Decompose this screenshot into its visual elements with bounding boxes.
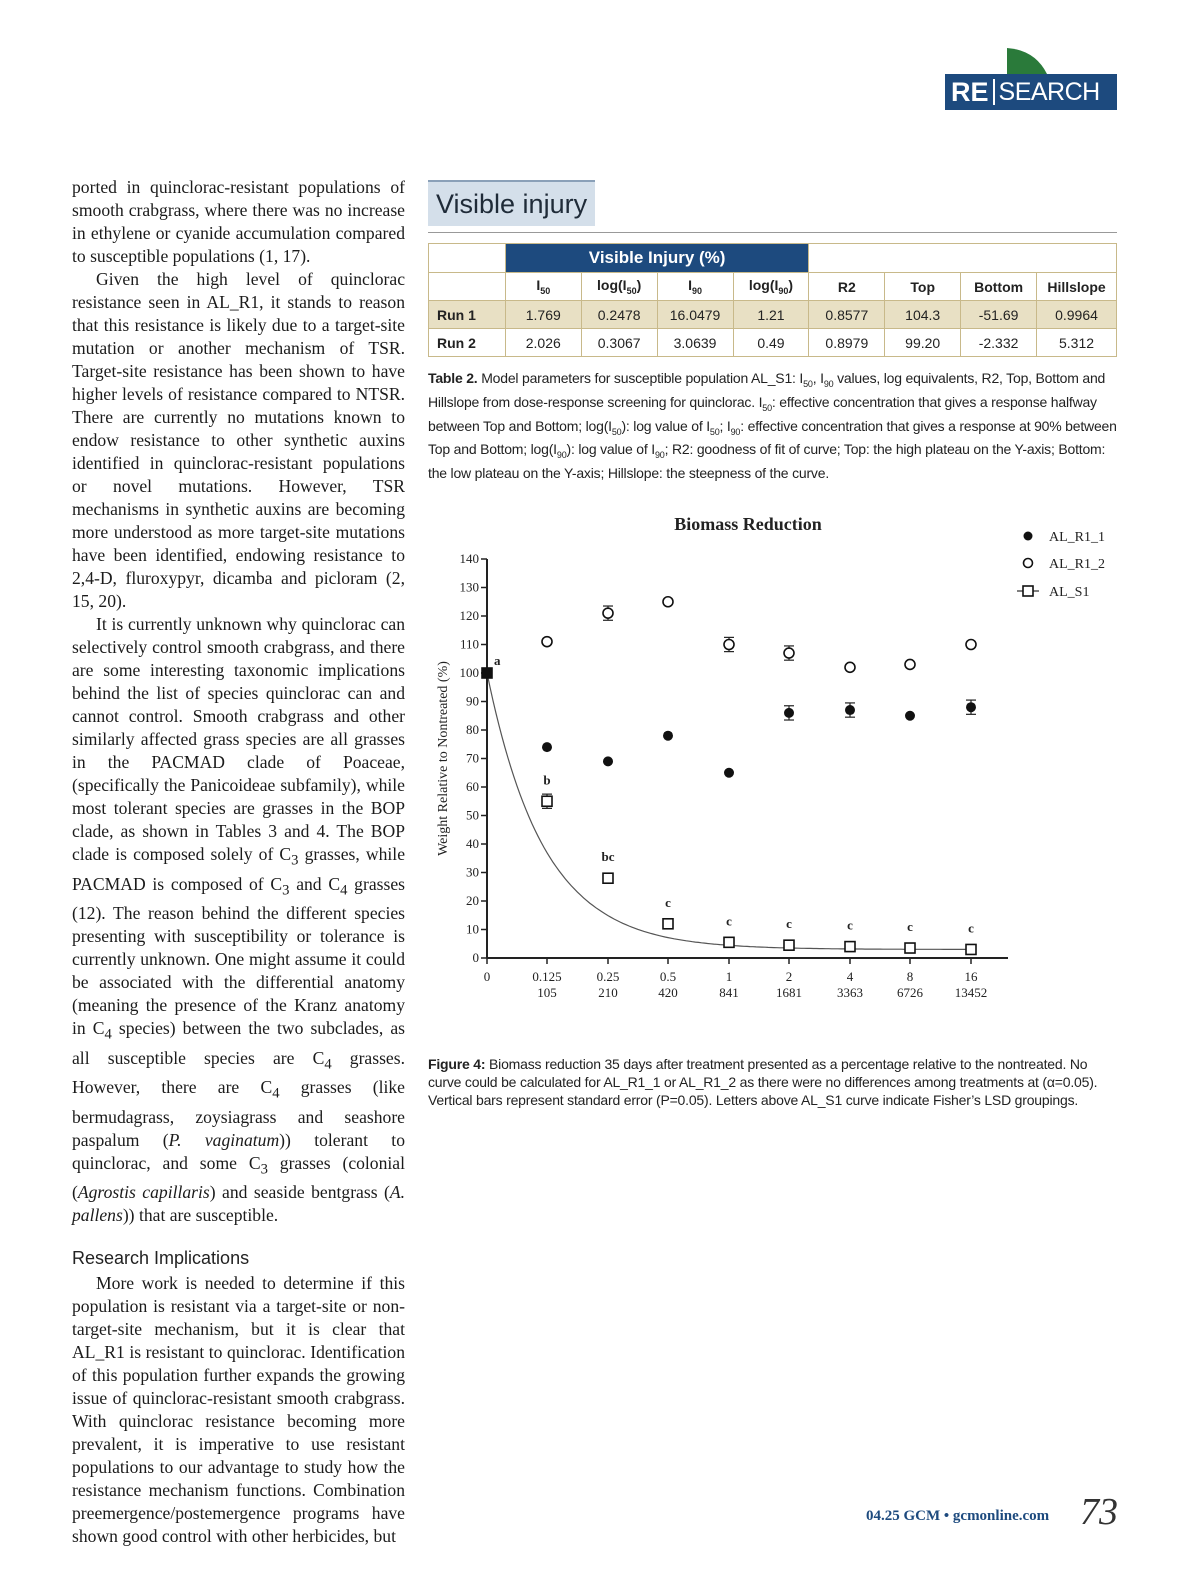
y-tick-label: 100 <box>459 665 479 680</box>
table-cell: 0.49 <box>733 329 809 357</box>
paragraph-2: Given the high level of quinclorac resistance seen in AL_R1, it stands to reason that this resistance is likely due to a target-site mutation or another mechanism of TSR. Target-site resistance has been shown to have higher levels of resistance compared to NTSR. There are currently no mutations known to endow resistance to other synthetic auxins identified in quinclorac-resistant populations or novel mutations. However, TSR mechanisms in synthetic auxins are becoming more understood as more target-site mutations have been identified, endowing resistance to 2,4-D, fluroxypyr, dicamba and picloram (2, 15, 20). <box>72 269 405 611</box>
table-cell: 2.026 <box>505 329 581 357</box>
table-section <box>428 180 1117 482</box>
table-cell: 0.8979 <box>809 329 885 357</box>
y-tick-label: 120 <box>459 608 479 623</box>
table-cell: 104.3 <box>885 301 961 329</box>
x-tick-label: 0 <box>483 969 491 984</box>
point-al-s1 <box>845 942 855 952</box>
point-al-r1-2 <box>724 640 734 650</box>
col-header-log-i50: $\log(I_{50})$ <box>581 273 657 301</box>
lsd-letter: c <box>907 919 913 935</box>
table-corner <box>429 244 506 273</box>
lsd-letter: c <box>786 916 792 932</box>
col-header-bottom: Bottom <box>961 273 1037 301</box>
point-al-s1 <box>966 944 976 954</box>
section-title: Visible injury <box>428 180 595 226</box>
x-tick-label: 8 <box>906 969 914 984</box>
legend-marker-al-r1-1 <box>1024 532 1033 541</box>
y-tick-label: 60 <box>466 779 479 794</box>
visible-injury-table <box>428 243 1117 357</box>
table-cell: 99.20 <box>885 329 961 357</box>
point-al-s1 <box>663 919 673 929</box>
x-tick-label-rate: 6726 <box>897 985 923 1000</box>
table-group-title: Visible Injury (%) <box>505 244 809 273</box>
section-heading-implications: Research Implications <box>72 1248 250 1269</box>
y-tick-label: 90 <box>466 693 479 709</box>
lsd-letter: c <box>726 913 732 929</box>
y-axis-label: Weight Relative to Nontreated (%) <box>436 661 451 856</box>
research-logo <box>945 46 1117 112</box>
paragraph-1: ported in quinclorac-resistant populations of smooth crabgrass, where there was no increase in ethylene or cyanide accumulation compared to susceptible populations (1, 17). <box>72 177 405 266</box>
x-tick-label: 1 <box>725 969 733 984</box>
point-al-r1-1 <box>845 705 855 715</box>
fit-curve-al-s1 <box>487 673 971 949</box>
x-tick-label: 0.125 <box>532 969 562 984</box>
table-header-empty <box>429 273 506 301</box>
chart-title: Biomass Reduction <box>674 514 822 534</box>
x-tick-label: 2 <box>785 969 793 984</box>
y-tick-label: 140 <box>459 551 479 566</box>
leaf-icon <box>1005 46 1049 74</box>
lsd-letter: bc <box>601 849 615 865</box>
point-al-r1-2 <box>542 637 552 647</box>
y-tick-label: 40 <box>466 836 479 851</box>
point-al-r1-1 <box>663 731 673 741</box>
y-tick-label: 110 <box>459 636 479 652</box>
biomass-chart <box>428 505 1117 1025</box>
point-al-r1-2 <box>663 597 673 607</box>
x-tick-label-rate: 13452 <box>954 985 988 1000</box>
point-al-s1 <box>482 668 492 678</box>
table-cell: 0.8577 <box>809 301 885 329</box>
point-al-r1-1 <box>542 742 552 752</box>
x-tick-label-rate: 420 <box>658 985 678 1000</box>
x-tick-label-rate: 1681 <box>776 985 802 1000</box>
x-tick-label-rate: 105 <box>537 985 557 1000</box>
table-caption: Table 2. Model parameters for susceptible population AL_S1: $I_{50}$, $I_{90}$ values, log equivalents, R2, Top, Bottom and Hillslope from dose-response screening for quinclorac. $I_{50}$: effective concentration that gives a response halfway between Top and Bottom; $\log(I_{50})$: log value of $I_{50}$; $I_{90}$: effective concentration that gives a response at 90% between Top and Bottom; $\log(I_{90})$: log value of $I_{90}$; R2: goodness of fit of curve; Top: the high plateau on the Y-axis; Bottom: the low plateau on the Y-axis; Hillslope: the steepness of the curve. <box>428 370 1117 482</box>
logo-bar <box>945 74 1117 110</box>
table-row <box>429 329 1117 357</box>
point-al-r1-1 <box>784 708 794 718</box>
point-al-s1 <box>603 873 613 883</box>
lsd-letter: c <box>847 917 853 933</box>
lsd-letter: b <box>543 772 551 788</box>
table-cell: 3.0639 <box>657 329 733 357</box>
point-al-r1-2 <box>845 662 855 672</box>
point-al-r1-1 <box>724 768 734 778</box>
col-header-i50: $I_{50}$ <box>505 273 581 301</box>
point-al-s1 <box>724 937 734 947</box>
y-tick-label: 130 <box>459 579 479 595</box>
x-tick-label: 4 <box>846 969 854 984</box>
body-text-column <box>72 176 405 1548</box>
col-header-r2: R2 <box>809 273 885 301</box>
y-tick-label: 20 <box>466 893 479 908</box>
legend-marker-al-r1-2 <box>1024 559 1033 568</box>
row-label: Run 1 <box>429 301 506 329</box>
logo-re: RE <box>951 76 989 107</box>
point-al-r1-2 <box>603 608 613 618</box>
point-al-r1-1 <box>905 711 915 721</box>
x-tick-label-rate: 841 <box>719 985 739 1000</box>
figure-caption: Figure 4: Biomass reduction 35 days after treatment presented as a percentage relative to the nontreated. No curve could be calculated for AL_R1_1 or AL_R1_2 as there were no differences among treatments at (α=0.05). Vertical bars represent standard error (P=0.05). Letters above AL_S1 curve indicate Fisher’s LSD groupings. <box>428 1056 1098 1108</box>
x-tick-label: 0.25 <box>596 969 620 984</box>
paragraph-3: It is currently unknown why quinclorac can selectively control smooth crabgrass, and there are some interesting taxonomic implications behind the list of species quinclorac can and cannot control. Smooth crabgrass and other similarly affected grass species are all grasses in the PACMAD clade of Poaceae, (specifically the Panicoideae subfamily), while most tolerant species are grasses in the BOP clade, as shown in Tables 3 and 4. The BOP clade is composed solely of $C_3$ grasses, while PACMAD is composed of $C_3$ and $C_4$ grasses (12). The reason behind the different species presenting with susceptibility or tolerance is currently unknown. One might assume it could be associated with the differential anatomy (meaning the presence of the Kranz anatomy in $C_4$ species) between the two subclades, as all susceptible species are $C_4$ grasses. However, there are $C_4$ grasses (like bermudagrass, zoysiagrass and seashore paspalum (P. vaginatum)) tolerant to quinclorac, and some $C_3$ grasses (colonial (Agrostis capillaris) and seaside bentgrass (A. pallens)) that are susceptible. <box>72 614 406 1226</box>
table-cell: 0.2478 <box>581 301 657 329</box>
col-header-log-i90: $\log(I_{90})$ <box>733 273 809 301</box>
page-number: 73 <box>1080 1491 1118 1533</box>
page-footer <box>866 1490 1118 1533</box>
x-tick-label-rate: 3363 <box>837 985 863 1000</box>
y-tick-label: 70 <box>466 750 479 766</box>
table-cell: 5.312 <box>1037 329 1117 357</box>
footer-issue: 04.25 GCM • gcmonline.com <box>866 1508 1050 1524</box>
col-header-hillslope: Hillslope <box>1037 273 1117 301</box>
logo-search: SEARCH <box>998 77 1100 106</box>
point-al-r1-2 <box>905 659 915 669</box>
table-cell: -2.332 <box>961 329 1037 357</box>
y-tick-label: 10 <box>466 921 479 937</box>
col-header-i90: $I_{90}$ <box>657 273 733 301</box>
table-group-blank <box>809 244 1117 273</box>
table-cell: -51.69 <box>961 301 1037 329</box>
logo-divider <box>993 79 995 105</box>
row-label: Run 2 <box>429 329 506 357</box>
lsd-letter: c <box>968 920 974 936</box>
table-cell: 16.0479 <box>657 301 733 329</box>
point-al-r1-2 <box>784 648 794 658</box>
point-al-s1 <box>542 796 552 806</box>
point-al-r1-1 <box>603 756 613 766</box>
table-cell: 1.769 <box>505 301 581 329</box>
y-tick-label: 0 <box>472 950 479 965</box>
lsd-letter: c <box>665 894 671 910</box>
paragraph-4: More work is needed to determine if this population is resistant via a target-site or non-target-site mechanism, but it is clear that AL_R1 is resistant to quinclorac. Identification of this population further expands the growing issue of quinclorac-resistant smooth crabgrass. With quinclorac resistance becoming more prevalent, it is imperative to use resistant populations to our advantage to study how the resistance mechanism functions. Combination preemergence/postemergence programs have shown good control with other herbicides, but <box>72 1273 405 1547</box>
lsd-letter: a <box>494 653 501 668</box>
point-al-r1-2 <box>966 640 976 650</box>
point-al-s1 <box>905 943 915 953</box>
col-header-top: Top <box>885 273 961 301</box>
legend-label: AL_R1_2 <box>1049 557 1105 572</box>
legend-marker-al-s1 <box>1023 586 1033 596</box>
y-tick-label: 30 <box>466 864 479 880</box>
table-cell: 0.3067 <box>581 329 657 357</box>
x-tick-label: 16 <box>964 969 978 984</box>
legend-label: AL_S1 <box>1049 585 1090 600</box>
y-tick-label: 80 <box>466 722 479 737</box>
y-tick-label: 50 <box>466 807 479 823</box>
table-cell: 1.21 <box>733 301 809 329</box>
table-cell: 0.9964 <box>1037 301 1117 329</box>
point-al-s1 <box>784 940 794 950</box>
table-row <box>429 301 1117 329</box>
section-header <box>428 180 1117 233</box>
x-tick-label-rate: 210 <box>598 985 618 1000</box>
point-al-r1-1 <box>966 702 976 712</box>
x-tick-label: 0.5 <box>659 969 677 984</box>
legend-label: AL_R1_1 <box>1049 530 1105 545</box>
